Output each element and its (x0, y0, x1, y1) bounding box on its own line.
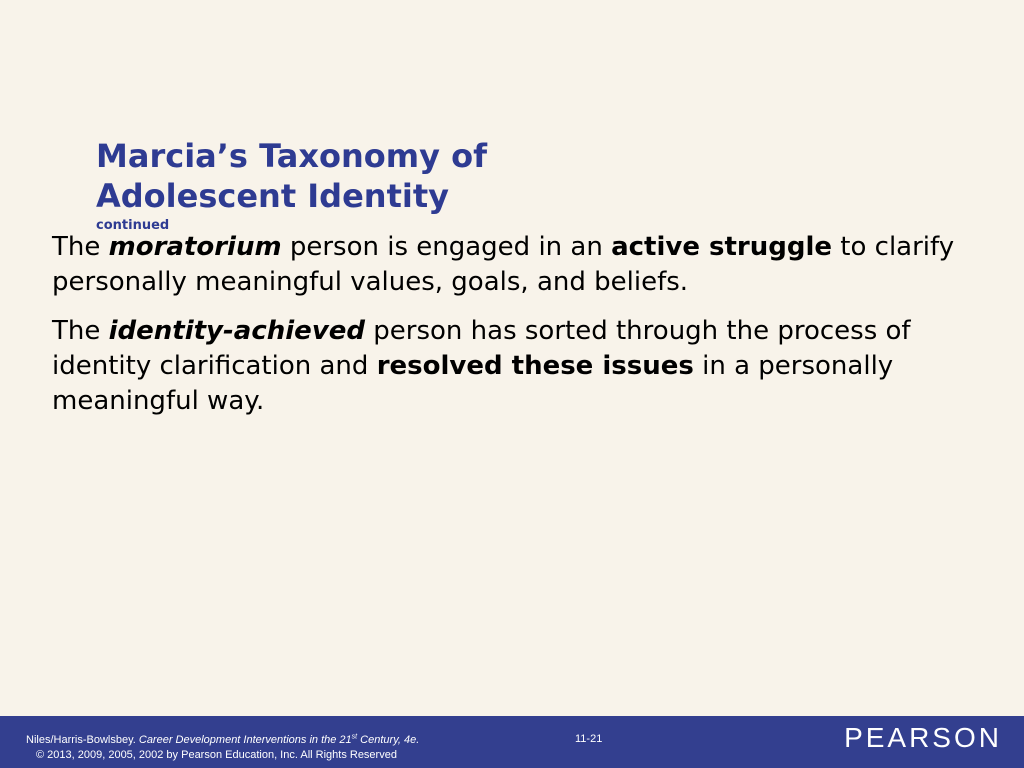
paragraph-1-text-a: The (52, 232, 109, 262)
paragraph-2-text-b: person has sorted through the process of identity clarification and (52, 316, 911, 381)
paragraph-1-text-b: person is engaged in an (281, 232, 612, 262)
paragraph-2-text-c: in a personally meaningful way. (52, 351, 894, 416)
term-moratorium: moratorium (108, 232, 282, 262)
citation-book-title: Career Development Interventions in the 21 (138, 734, 352, 746)
continued-label: continued (96, 218, 170, 233)
citation-superscript: st (351, 733, 358, 741)
paragraph-1-text-c: to clarify personally meaningful values, goals, and beliefs. (52, 232, 955, 297)
title-line-1: Marcia’s Taxonomy of (96, 137, 488, 175)
paragraph-identity-achieved (52, 314, 972, 419)
citation-authors: Niles/Harris-Bowlsbey. (26, 734, 139, 746)
slide-body (52, 230, 972, 433)
phrase-active-struggle: active struggle (611, 232, 833, 262)
citation-edition: Century, 4e. (357, 734, 420, 746)
page-number: 11-21 (575, 733, 603, 745)
slide-title (96, 136, 736, 216)
footer-bar (0, 716, 1024, 768)
phrase-resolved-issues: resolved these issues (376, 351, 694, 381)
paragraph-moratorium (52, 230, 972, 300)
paragraph-2-text-a: The (52, 316, 109, 346)
copyright-notice: © 2013, 2009, 2005, 2002 by Pearson Education, Inc. All Rights Reserved (36, 749, 397, 761)
term-identity-achieved: identity-achieved (108, 316, 366, 346)
title-line-2: Adolescent Identity (96, 177, 449, 215)
citation (26, 733, 419, 763)
pearson-logo: PEARSON (844, 722, 1002, 753)
